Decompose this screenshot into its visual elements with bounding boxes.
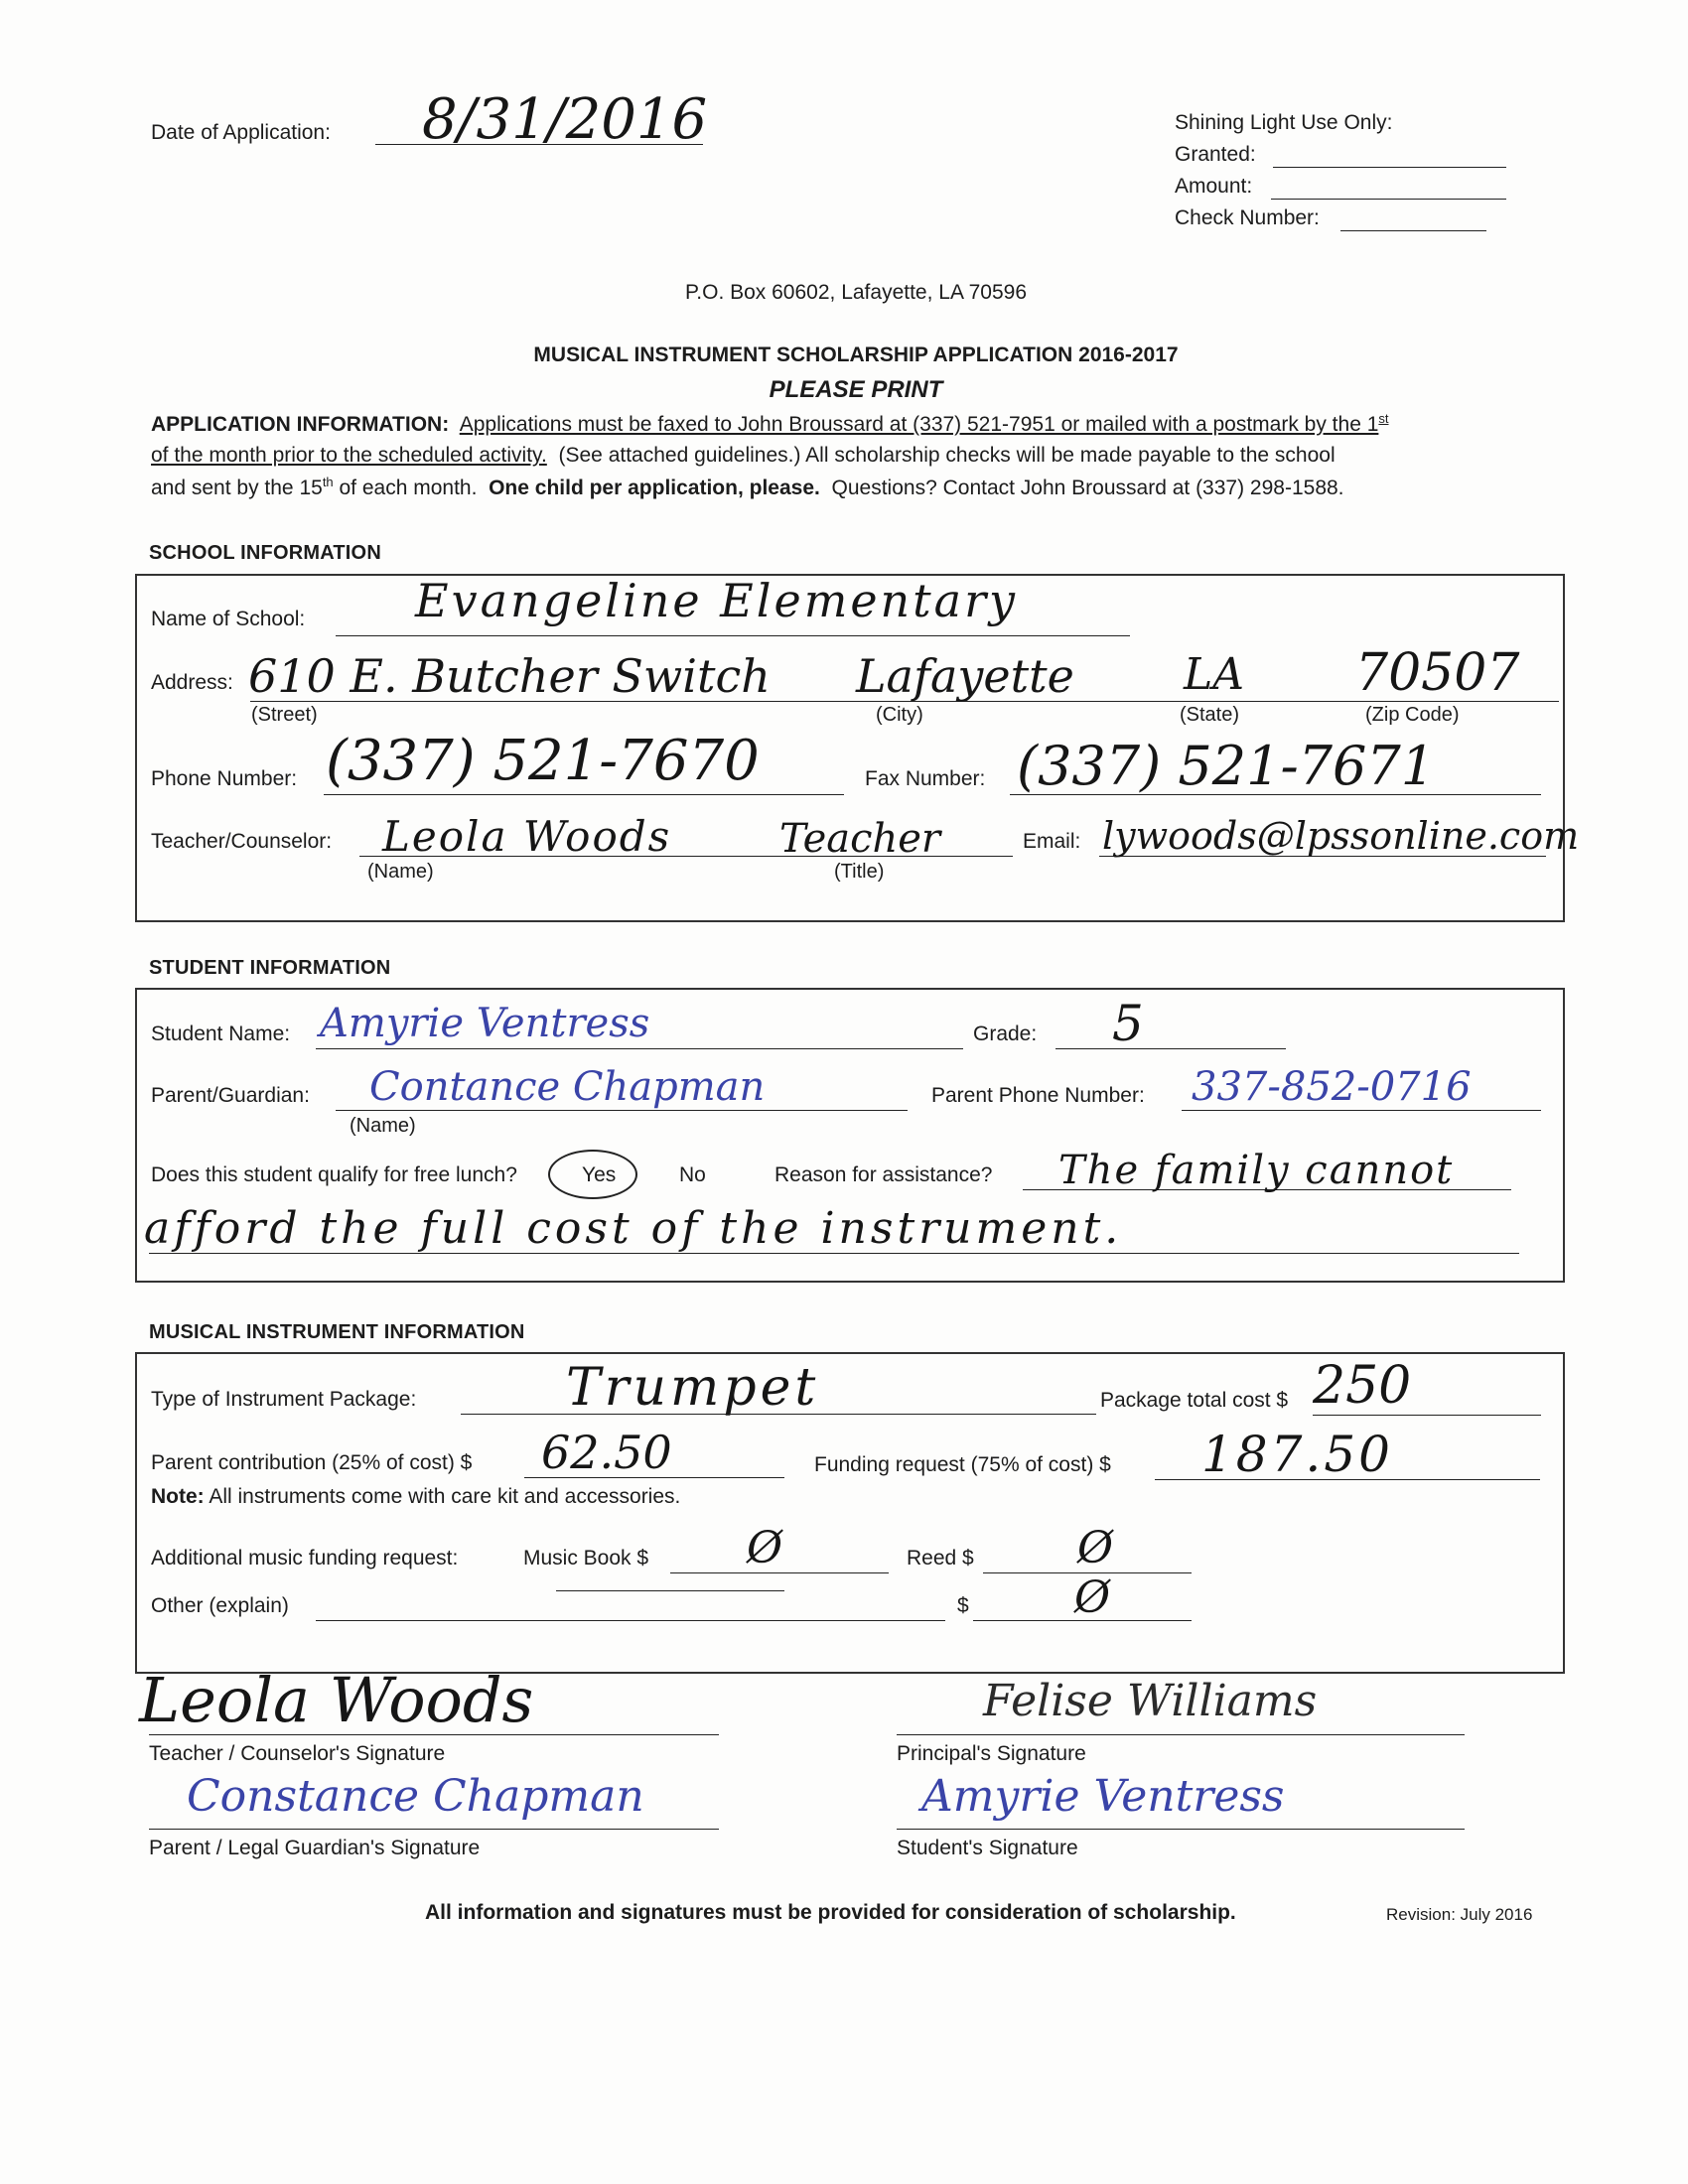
yes-circle-mark: [548, 1150, 637, 1199]
state-caption: (State): [1180, 704, 1240, 726]
phone-label: Phone Number:: [151, 767, 298, 790]
form-title: MUSICAL INSTRUMENT SCHOLARSHIP APPLICATION 2016-2017: [533, 343, 1179, 366]
street-caption: (Street): [251, 704, 318, 726]
school-section-heading: SCHOOL INFORMATION: [149, 542, 381, 564]
parent-signature-label: Parent / Legal Guardian's Signature: [149, 1837, 481, 1859]
other-dollar-label: $: [957, 1594, 969, 1617]
check-number-field[interactable]: [1340, 230, 1486, 231]
teacher-name-value[interactable]: Leola Woods: [382, 812, 672, 861]
check-number-label: Check Number:: [1175, 206, 1320, 229]
parent-contribution-label: Parent contribution (25% of cost) $: [151, 1451, 473, 1474]
parent-signature-line: [149, 1829, 719, 1830]
state-value[interactable]: LA: [1184, 649, 1244, 700]
instrument-section-heading: MUSICAL INSTRUMENT INFORMATION: [149, 1321, 525, 1343]
city-caption: (City): [876, 704, 923, 726]
phone-value[interactable]: (337) 521-7670: [326, 729, 760, 793]
teacher-signature-line: [149, 1734, 719, 1735]
date-label: Date of Application:: [151, 121, 331, 144]
additional-funding-label: Additional music funding request:: [151, 1547, 459, 1570]
app-info-t3-sup: th: [322, 475, 334, 489]
parent-contribution-value[interactable]: 62.50: [541, 1426, 672, 1479]
student-signature-line: [897, 1829, 1465, 1830]
student-name-underline: [316, 1048, 963, 1049]
app-info-t3b: of each month.: [333, 477, 478, 499]
amount-label: Amount:: [1175, 175, 1253, 198]
package-cost-label: Package total cost $: [1100, 1389, 1289, 1412]
other-amount-value[interactable]: Ø: [1074, 1572, 1111, 1623]
app-info-t2: (See attached guidelines.) All scholarship checks will be made payable to the school: [558, 444, 1336, 467]
music-book-label: Music Book $: [523, 1547, 649, 1570]
principal-signature-label: Principal's Signature: [897, 1742, 1086, 1765]
school-name-label: Name of School:: [151, 608, 306, 630]
parent-phone-underline: [1182, 1110, 1541, 1111]
student-signature-label: Student's Signature: [897, 1837, 1078, 1859]
app-info-heading: APPLICATION INFORMATION:: [151, 413, 450, 436]
app-info-t3a: and sent by the 15: [151, 477, 323, 499]
street-value[interactable]: 610 E. Butcher Switch: [248, 649, 771, 703]
note-text: All instruments come with care kit and accessories.: [204, 1485, 681, 1508]
revision-note: Revision: July 2016: [1386, 1905, 1533, 1924]
mailing-address: P.O. Box 60602, Lafayette, LA 70596: [684, 281, 1028, 304]
email-value[interactable]: lywoods@lpssonline.com: [1102, 814, 1580, 858]
reason-label: Reason for assistance?: [774, 1163, 993, 1186]
app-info-line-1: [151, 411, 1389, 437]
grade-underline: [1055, 1048, 1286, 1049]
granted-label: Granted:: [1175, 143, 1256, 166]
date-value[interactable]: 8/31/2016: [422, 87, 708, 152]
reed-label: Reed $: [907, 1547, 974, 1570]
app-info-u2: of the month prior to the scheduled activity.: [151, 444, 547, 467]
principal-signature-line: [897, 1734, 1465, 1735]
parent-signature[interactable]: Constance Chapman: [187, 1771, 644, 1822]
other-label: Other (explain): [151, 1594, 289, 1617]
zip-caption: (Zip Code): [1365, 704, 1460, 726]
student-name-label: Student Name:: [151, 1023, 291, 1045]
other-pen-stroke: [556, 1590, 784, 1591]
reed-value[interactable]: Ø: [1077, 1523, 1114, 1573]
principal-signature[interactable]: Felise Williams: [983, 1676, 1318, 1726]
student-name-value[interactable]: Amyrie Ventress: [320, 1001, 650, 1046]
teacher-label: Teacher/Counselor:: [151, 830, 333, 853]
funding-request-label: Funding request (75% of cost) $: [814, 1453, 1111, 1476]
app-info-t3c: Questions? Contact John Broussard at (337) 298-1588.: [831, 477, 1344, 499]
phone-underline: [324, 794, 844, 795]
app-info-one-child: One child per application, please.: [489, 477, 820, 499]
office-use-title: Shining Light Use Only:: [1175, 111, 1393, 134]
teacher-signature-label: Teacher / Counselor's Signature: [149, 1742, 446, 1765]
other-underline: [316, 1620, 945, 1621]
teacher-title-caption: (Title): [834, 861, 885, 883]
email-label: Email:: [1023, 830, 1081, 853]
instrument-note: [151, 1485, 680, 1509]
parent-phone-value[interactable]: 337-852-0716: [1192, 1064, 1472, 1110]
city-value[interactable]: Lafayette: [856, 649, 1074, 703]
instrument-type-label: Type of Instrument Package:: [151, 1388, 417, 1411]
reason-value-1[interactable]: The family cannot: [1058, 1148, 1455, 1193]
app-info-u1-sup: st: [1378, 411, 1389, 426]
app-info-line-3: [151, 475, 1344, 500]
app-info-line-2: [151, 444, 1336, 468]
teacher-title-value[interactable]: Teacher: [779, 816, 941, 862]
grade-value[interactable]: 5: [1112, 995, 1144, 1052]
reason-value-2[interactable]: afford the full cost of the instrument.: [144, 1203, 1123, 1254]
app-info-u1: Applications must be faxed to John Broussard at (337) 521-7951 or mailed with a postmark by the 1: [459, 413, 1379, 436]
grade-label: Grade:: [973, 1023, 1038, 1045]
student-section-heading: STUDENT INFORMATION: [149, 957, 391, 979]
parent-name-value[interactable]: Contance Chapman: [369, 1064, 766, 1110]
funding-request-value[interactable]: 187.50: [1201, 1426, 1393, 1483]
zip-value[interactable]: 70507: [1355, 643, 1520, 703]
amount-field[interactable]: [1271, 199, 1506, 200]
footer-notice: All information and signatures must be provided for consideration of scholarship.: [425, 1901, 1236, 1924]
free-lunch-label: Does this student qualify for free lunch?: [151, 1163, 517, 1186]
parent-name-caption: (Name): [350, 1115, 416, 1137]
package-cost-value[interactable]: 250: [1313, 1356, 1412, 1416]
please-print: PLEASE PRINT: [769, 376, 943, 403]
music-book-value[interactable]: Ø: [747, 1523, 783, 1573]
fax-label: Fax Number:: [865, 767, 986, 790]
parent-phone-label: Parent Phone Number:: [931, 1084, 1145, 1107]
parent-label: Parent/Guardian:: [151, 1084, 310, 1107]
student-signature[interactable]: Amyrie Ventress: [921, 1771, 1285, 1822]
note-bold: Note:: [151, 1485, 205, 1508]
free-lunch-no[interactable]: No: [679, 1163, 706, 1186]
school-name-value[interactable]: Evangeline Elementary: [415, 574, 1019, 627]
teacher-name-caption: (Name): [367, 861, 434, 883]
fax-value[interactable]: (337) 521-7671: [1017, 735, 1436, 797]
address-label: Address:: [151, 671, 233, 694]
school-name-underline: [336, 635, 1130, 636]
instrument-type-value[interactable]: Trumpet: [566, 1358, 820, 1418]
free-lunch-yes[interactable]: Yes: [582, 1163, 617, 1186]
parent-underline: [336, 1110, 908, 1111]
granted-field[interactable]: [1273, 167, 1506, 168]
teacher-signature[interactable]: Leola Woods: [139, 1664, 534, 1736]
